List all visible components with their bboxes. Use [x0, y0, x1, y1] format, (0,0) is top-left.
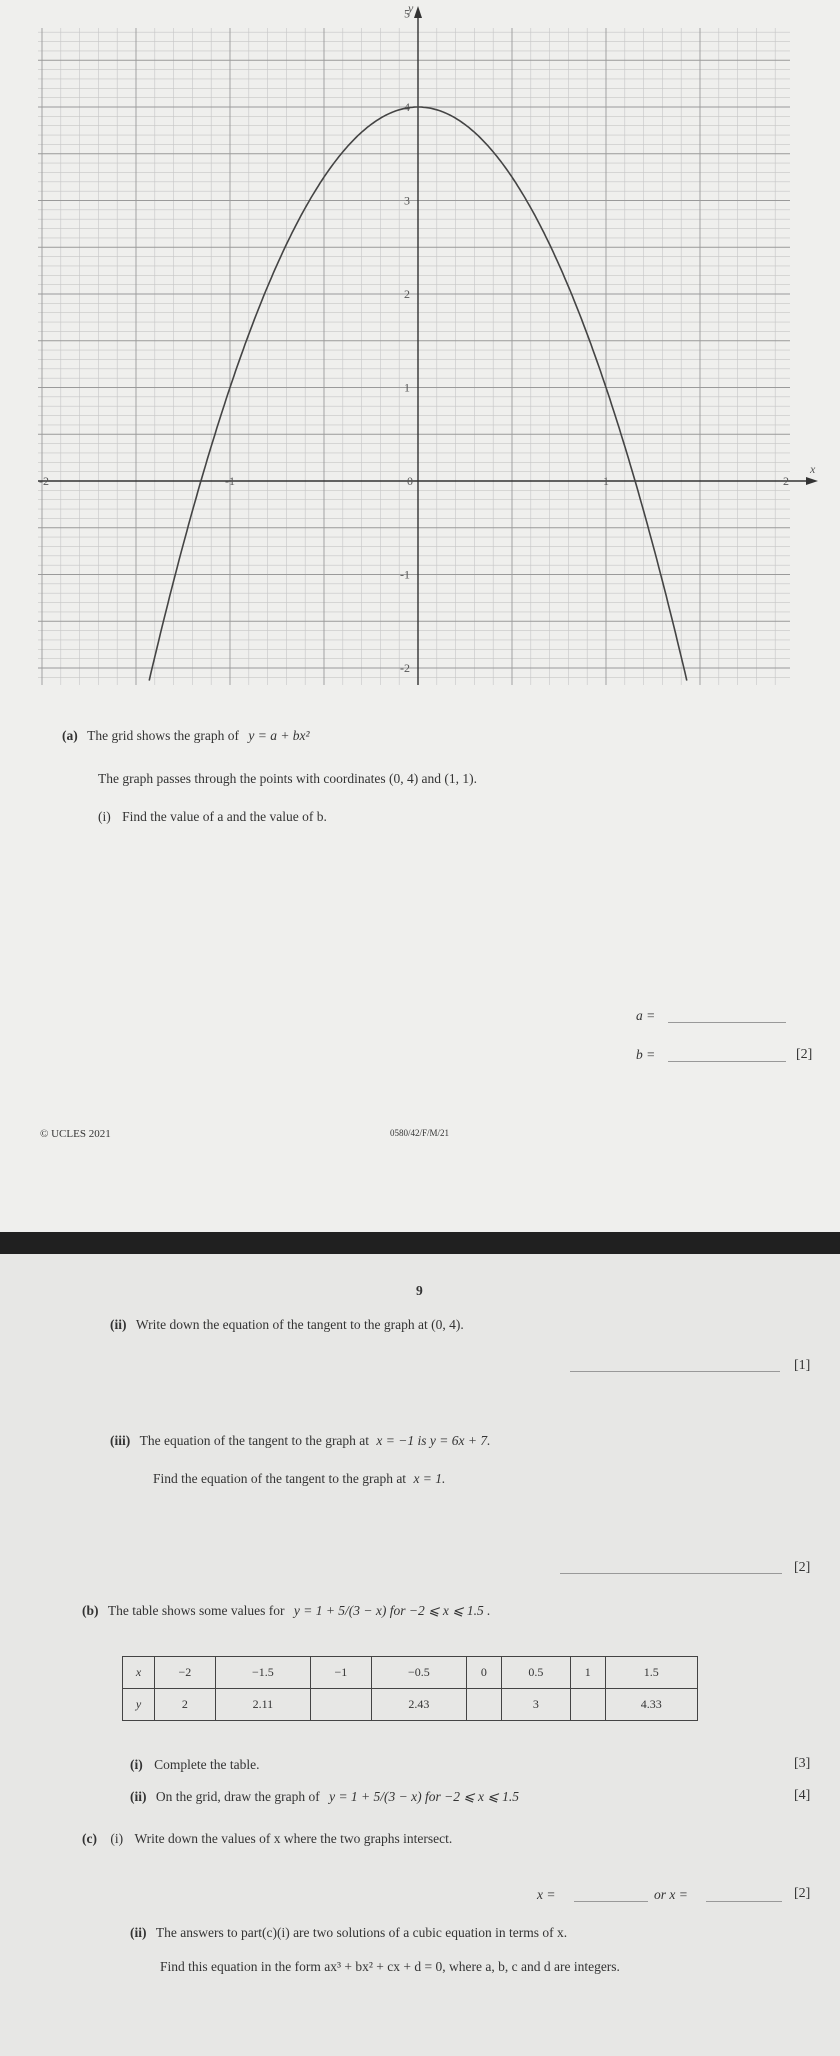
part-a-q-i-label: (i) — [98, 809, 111, 824]
tick-label: -2 — [400, 661, 410, 675]
tick-label: 1 — [603, 474, 609, 488]
grid-minor — [38, 28, 790, 685]
tick-label: -1 — [400, 567, 410, 582]
part-a-intro-eq: y = a + bx² — [248, 728, 310, 743]
table-cell-blank[interactable] — [570, 1689, 605, 1721]
part-b-intro-eq: y = 1 + 5/(3 − x) for −2 ⩽ x ⩽ 1.5 . — [293, 1603, 491, 1618]
part-b-q-ii-eq: y = 1 + 5/(3 − x) for −2 ⩽ x ⩽ 1.5 — [329, 1789, 519, 1804]
x1-answer-line[interactable] — [574, 1901, 648, 1902]
table-cell: −0.5 — [371, 1657, 466, 1689]
footer-copyright: © UCLES 2021 — [40, 1128, 111, 1140]
table-cell-blank[interactable] — [467, 1689, 502, 1721]
a-answer-label: a = — [636, 1008, 656, 1023]
part-c-q-ii-b: Find this equation in the form ax³ + bx² + cx + d = 0, where a, b, c and d are integers. — [160, 1959, 620, 1974]
part-a-q-iii-b-eq: x = 1. — [413, 1471, 446, 1486]
tick-label: 2 — [783, 474, 789, 488]
part-a-q-iii-label: (iii) — [110, 1433, 131, 1448]
y-axis-arrow — [414, 6, 422, 18]
tick-label: -2 — [39, 474, 49, 488]
part-b-label: (b) — [82, 1603, 99, 1618]
table-cell: −1.5 — [215, 1657, 310, 1689]
part-a-q-ii-text: Write down the equation of the tangent to the graph at (0, 4). — [135, 1317, 464, 1332]
part-b-ii-marks: [4] — [794, 1788, 811, 1803]
tangent-0-4-answer-line[interactable] — [570, 1371, 780, 1372]
x2-answer-line[interactable] — [706, 1901, 782, 1902]
page-separator — [0, 1232, 840, 1254]
table-row-x — [123, 1657, 698, 1689]
part-b-q-i-text: Complete the table. — [154, 1757, 260, 1772]
part-a-q-iii-a — [110, 1432, 490, 1450]
part-c-q-i — [82, 1830, 452, 1848]
part-b-q-ii — [130, 1788, 519, 1806]
a-answer-line[interactable] — [668, 1022, 786, 1023]
x-axis-arrow — [806, 477, 818, 485]
part-a-q-i — [98, 808, 327, 826]
part-a-iii-marks: [2] — [794, 1560, 811, 1575]
part-b-i-marks: [3] — [794, 1756, 811, 1771]
part-a-q-ii-label: (ii) — [110, 1317, 127, 1332]
part-a-intro-text: The grid shows the graph of — [87, 728, 239, 743]
table-cell: 2.43 — [371, 1689, 466, 1721]
tick-label: 5 — [404, 6, 410, 21]
part-c-q-ii-label: (ii) — [130, 1925, 147, 1940]
table-cell: 0.5 — [501, 1657, 570, 1689]
grid-major — [38, 28, 790, 685]
tick-label: -1 — [225, 474, 235, 488]
part-a-q-iii-b — [153, 1470, 445, 1488]
part-a-q-ii — [110, 1316, 464, 1334]
tick-label: 0 — [407, 474, 413, 488]
x2-answer-label: or x = — [654, 1887, 688, 1902]
part-c-q-ii-text: The answers to part(c)(i) are two solutions of a cubic equation in terms of x. — [155, 1925, 568, 1940]
b-answer-label: b = — [636, 1047, 656, 1062]
part-b-q-ii-label: (ii) — [130, 1789, 147, 1804]
b-answer-line[interactable] — [668, 1061, 786, 1062]
tick-label: 3 — [404, 193, 410, 208]
part-b-q-ii-text: On the grid, draw the graph of — [155, 1789, 320, 1804]
tick-label: 1 — [404, 380, 410, 395]
table-cell: 1.5 — [605, 1657, 697, 1689]
part-c-q-i-text: Write down the values of x where the two graphs intersect. — [134, 1831, 453, 1846]
tangent-x1-answer-line[interactable] — [560, 1573, 782, 1574]
table-cell: −1 — [311, 1657, 372, 1689]
tick-label: 4 — [404, 100, 410, 114]
page-number: 9 — [416, 1283, 423, 1298]
table-row-y — [123, 1689, 698, 1721]
values-table — [122, 1656, 698, 1721]
part-c-label: (c) — [82, 1831, 97, 1846]
table-cell: −2 — [155, 1657, 216, 1689]
table-cell: 0 — [467, 1657, 502, 1689]
table-cell-blank[interactable] — [311, 1689, 372, 1721]
part-a-intro — [62, 727, 310, 745]
part-a-q-i-text: Find the value of a and the value of b. — [122, 809, 327, 824]
table-cell: 2.11 — [215, 1689, 310, 1721]
x-axis-label: x — [810, 462, 816, 476]
table-cell: 1 — [570, 1657, 605, 1689]
table-cell: 3 — [501, 1689, 570, 1721]
x1-answer-label: x = — [537, 1887, 556, 1902]
table-header-y: y — [123, 1689, 155, 1721]
part-b-intro-text: The table shows some values for — [107, 1603, 285, 1618]
table-cell: 4.33 — [605, 1689, 697, 1721]
part-c-q-ii-a — [130, 1924, 567, 1942]
part-a-q-iii-b-text: Find the equation of the tangent to the graph at — [153, 1471, 407, 1486]
graph — [0, 0, 840, 700]
part-b-q-i — [130, 1756, 259, 1774]
part-b-q-i-label: (i) — [130, 1757, 143, 1772]
y-axis-label: y — [408, 1, 414, 15]
part-a-i-marks: [2] — [796, 1047, 813, 1062]
part-c-q-i-label: (i) — [110, 1831, 124, 1846]
part-a-label: (a) — [62, 728, 78, 743]
part-c-i-marks: [2] — [794, 1886, 811, 1901]
table-header-x: x — [123, 1657, 155, 1689]
part-b-intro — [82, 1602, 491, 1620]
table-cell: 2 — [155, 1689, 216, 1721]
part-a-q-iii-text: The equation of the tangent to the graph at — [139, 1433, 370, 1448]
part-a-q-iii-eq: x = −1 is y = 6x + 7. — [376, 1433, 491, 1448]
part-a-passes: The graph passes through the points with coordinates (0, 4) and (1, 1). — [98, 771, 478, 786]
part-a-ii-marks: [1] — [794, 1358, 811, 1373]
footer-code: 0580/42/F/M/21 — [390, 1128, 450, 1138]
tick-label: 2 — [404, 287, 410, 301]
